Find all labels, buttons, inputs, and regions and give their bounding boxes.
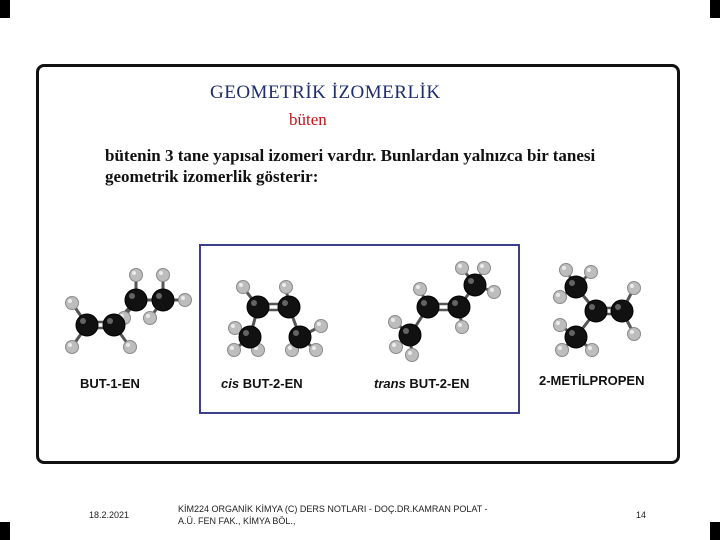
hydrogen-atom <box>315 320 328 333</box>
hydrogen-atom <box>560 264 573 277</box>
hydrogen-atom <box>157 269 170 282</box>
hydrogen-atom <box>144 312 157 325</box>
carbon-atom <box>585 300 607 322</box>
hydrogen-atom <box>554 291 567 304</box>
hydrogen-atom <box>585 266 598 279</box>
atom-highlight <box>630 284 634 288</box>
molecule-label-2-metilpropen: 2-METİLPROPEN <box>539 373 645 388</box>
atom-highlight <box>132 271 136 275</box>
hydrogen-atom <box>556 344 569 357</box>
atom-highlight <box>126 343 130 347</box>
carbon-atom <box>417 296 439 318</box>
hydrogen-atom <box>389 316 402 329</box>
molecule-2-metilpropen <box>554 264 641 357</box>
hydrogen-atom <box>456 262 469 275</box>
atom-highlight <box>587 268 591 272</box>
molecule-cis-but-2-en <box>228 281 328 357</box>
hydrogen-atom <box>228 344 241 357</box>
hydrogen-atom <box>179 294 192 307</box>
footer-date: 18.2.2021 <box>89 510 130 520</box>
atom-highlight <box>159 271 163 275</box>
carbon-atom <box>289 326 311 348</box>
atom-highlight <box>288 346 292 350</box>
hydrogen-atom <box>488 286 501 299</box>
slide-title: GEOMETRİK İZOMERLİK <box>210 82 441 103</box>
atom-highlight <box>562 266 566 270</box>
atom-highlight <box>239 283 243 287</box>
atom-highlight <box>458 323 462 327</box>
hydrogen-atom <box>586 344 599 357</box>
atom-highlight <box>480 264 484 268</box>
atom-highlight <box>146 314 150 318</box>
hydrogen-atom <box>124 341 137 354</box>
atom-highlight <box>107 318 113 324</box>
atom-highlight <box>421 300 427 306</box>
carbon-atom <box>399 324 421 346</box>
atom-highlight <box>181 296 185 300</box>
hydrogen-atom <box>66 341 79 354</box>
hydrogen-atom <box>237 281 250 294</box>
atom-highlight <box>452 300 458 306</box>
carbon-atom <box>152 289 174 311</box>
atom-highlight <box>80 318 86 324</box>
atom-highlight <box>589 304 595 310</box>
atom-highlight <box>68 299 72 303</box>
atom-highlight <box>231 324 235 328</box>
molecule-label-but-1-en: BUT-1-EN <box>80 376 140 391</box>
hydrogen-atom <box>390 341 403 354</box>
molecule-label-cis-but-2-en: cis BUT-2-EN <box>221 376 303 391</box>
atom-highlight <box>251 300 257 306</box>
hydrogen-atom <box>456 321 469 334</box>
carbon-atom <box>565 326 587 348</box>
hydrogen-atom <box>628 328 641 341</box>
carbon-atom <box>103 314 125 336</box>
atom-highlight <box>458 264 462 268</box>
atom-highlight <box>569 280 575 286</box>
atom-highlight <box>68 343 72 347</box>
hydrogen-atom <box>406 349 419 362</box>
atom-highlight <box>490 288 494 292</box>
atom-highlight <box>403 328 409 334</box>
slide-description: bütenin 3 tane yapısal izomeri vardır. Bunlardan yalnızca bir tanesi geometrik izomerlik gösterir: <box>105 146 596 186</box>
molecule-trans-but-2-en <box>389 262 501 362</box>
hydrogen-atom <box>66 297 79 310</box>
atom-highlight <box>293 330 299 336</box>
atom-highlight <box>392 343 396 347</box>
atom-highlight <box>558 346 562 350</box>
atom-highlight <box>408 351 412 355</box>
hydrogen-atom <box>478 262 491 275</box>
atom-highlight <box>556 293 560 297</box>
atom-highlight <box>312 346 316 350</box>
atom-highlight <box>588 346 592 350</box>
atom-highlight <box>282 283 286 287</box>
atom-highlight <box>630 330 634 334</box>
footer-notes: KİM224 ORGANİK KİMYA (C) DERS NOTLARI - DOÇ.DR.KAMRAN POLAT - A.Ü. FEN FAK., KİMYA BÖL., <box>178 504 488 526</box>
hydrogen-atom <box>414 283 427 296</box>
molecule-but-1-en <box>66 269 192 354</box>
atom-highlight <box>556 321 560 325</box>
atom-highlight <box>468 278 474 284</box>
carbon-atom <box>239 326 261 348</box>
hydrogen-atom <box>554 319 567 332</box>
carbon-atom <box>247 296 269 318</box>
atom-highlight <box>230 346 234 350</box>
atom-highlight <box>317 322 321 326</box>
hydrogen-atom <box>628 282 641 295</box>
hydrogen-atom <box>130 269 143 282</box>
atom-highlight <box>569 330 575 336</box>
molecule-label-trans-but-2-en: trans BUT-2-EN <box>374 376 470 391</box>
page-number: 14 <box>636 510 647 520</box>
slide-subtitle: büten <box>289 110 327 129</box>
atom-highlight <box>156 293 162 299</box>
carbon-atom <box>611 300 633 322</box>
atom-highlight <box>243 330 249 336</box>
atom-highlight <box>129 293 135 299</box>
hydrogen-atom <box>310 344 323 357</box>
carbon-atom <box>464 274 486 296</box>
carbon-atom <box>565 276 587 298</box>
hydrogen-atom <box>280 281 293 294</box>
carbon-atom <box>448 296 470 318</box>
atom-highlight <box>391 318 395 322</box>
atom-highlight <box>282 300 288 306</box>
atom-highlight <box>416 285 420 289</box>
carbon-atom <box>76 314 98 336</box>
atom-highlight <box>615 304 621 310</box>
carbon-atom <box>125 289 147 311</box>
carbon-atom <box>278 296 300 318</box>
